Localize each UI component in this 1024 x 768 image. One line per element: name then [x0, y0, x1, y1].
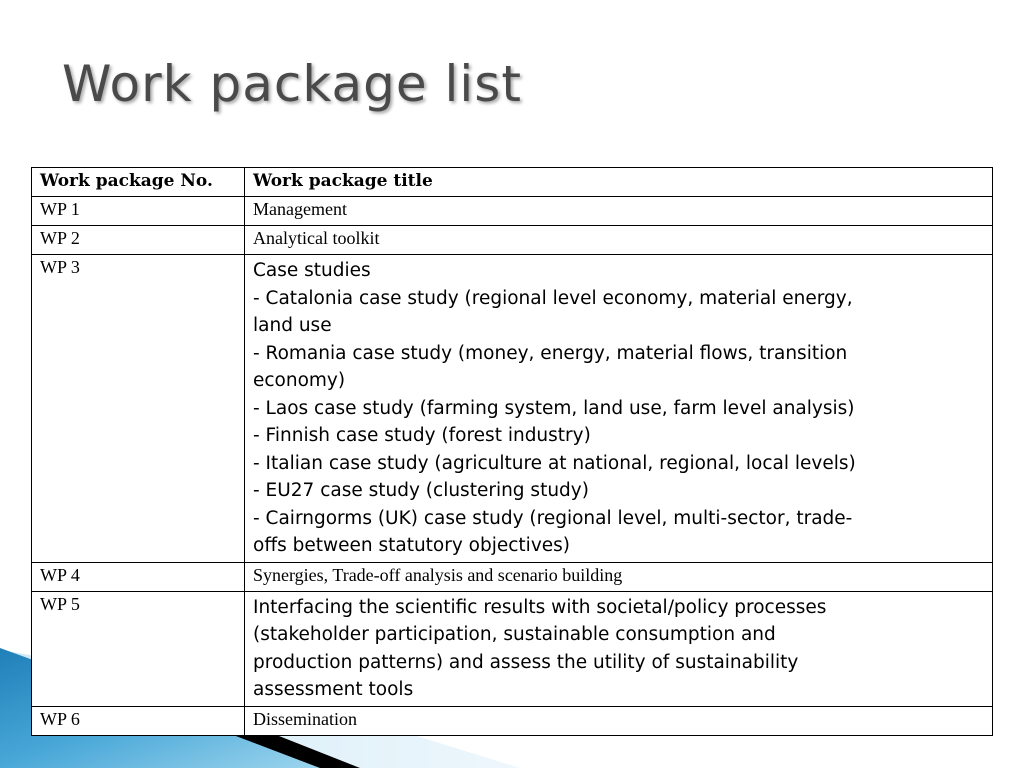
wp-number-cell: WP 6: [32, 706, 245, 735]
wp-number-cell: WP 4: [32, 562, 245, 591]
wp-title-line: (stakeholder participation, sustainable consumption and: [253, 624, 776, 645]
wp-title-cell: [245, 706, 993, 735]
wp-number-cell: WP 5: [32, 591, 245, 706]
header-wp-title: Work package title: [245, 168, 993, 197]
table-row: [32, 226, 993, 255]
wp-title-line: assessment tools: [253, 679, 414, 700]
wp-title-cell: [245, 562, 993, 591]
wp-number-cell: WP 2: [32, 226, 245, 255]
wp-title-line: land use: [253, 315, 332, 336]
wp-title-line: - Laos case study (farming system, land use, farm level analysis): [253, 397, 855, 419]
wp-number-cell: WP 3: [32, 255, 245, 563]
wp-title-cell: [245, 591, 993, 706]
table-row: [32, 255, 993, 563]
wp-title-line: - Finnish case study (forest industry): [253, 425, 591, 446]
wp-number-cell: WP 1: [32, 197, 245, 226]
table-row: [32, 562, 993, 591]
wp-title-cell: [245, 226, 993, 255]
table-body: [32, 197, 993, 736]
wp-title-line: Synergies, Trade-off analysis and scenario building: [253, 564, 623, 585]
wp-title-cell: [245, 197, 993, 226]
wp-title-line: - Italian case study (agriculture at national, regional, local levels): [253, 452, 856, 474]
table-row: [32, 197, 993, 226]
wp-title-line: Interfacing the scientific results with societal/policy processes: [253, 596, 827, 618]
table-header-row: [32, 168, 993, 197]
wp-title-cell: [245, 255, 993, 563]
wp-title-line: Analytical toolkit: [253, 228, 380, 248]
wp-title-line: - Cairngorms (UK) case study (regional level, multi-sector, trade-: [253, 507, 853, 529]
wp-title-line: - Romania case study (money, energy, material flows, transition: [253, 342, 848, 364]
wp-title-line: offs between statutory objectives): [253, 535, 571, 556]
wp-title-line: - Catalonia case study (regional level economy, material energy,: [253, 287, 853, 309]
wp-title-line: - EU27 case study (clustering study): [253, 480, 589, 501]
header-wp-number: Work package No.: [32, 168, 245, 197]
work-package-table: [31, 167, 993, 736]
wp-title-line: Dissemination: [253, 708, 357, 729]
wp-title-line: economy): [253, 370, 346, 391]
wp-title-line: production patterns) and assess the utility of sustainability: [253, 651, 799, 673]
slide-title: Work package list: [62, 55, 522, 113]
table-row: [32, 706, 993, 735]
table-row: [32, 591, 993, 706]
wp-title-line: Case studies: [253, 260, 371, 281]
wp-title-line: Management: [253, 199, 347, 219]
